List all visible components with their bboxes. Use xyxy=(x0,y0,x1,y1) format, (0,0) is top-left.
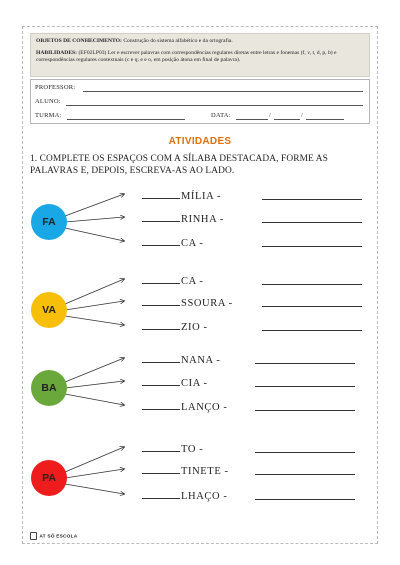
word-fragment: TO - xyxy=(181,444,204,455)
word-fragment: NANA - xyxy=(181,355,221,366)
answer-line[interactable] xyxy=(255,410,355,411)
word-row xyxy=(142,464,229,477)
answer-line[interactable] xyxy=(262,222,362,223)
syllable-circle-pa xyxy=(31,460,67,496)
word-row xyxy=(142,489,228,502)
arrow xyxy=(65,447,124,472)
date-separator: / xyxy=(269,112,272,119)
answer-line[interactable] xyxy=(262,284,362,285)
word-row xyxy=(142,236,204,249)
syllable-blank[interactable] xyxy=(142,400,180,410)
answer-line[interactable] xyxy=(255,363,355,364)
school-logo-icon xyxy=(30,532,37,540)
habilidades-text: (EF02LP03) Ler e escrever palavras com correspondências regulares diretas entre letras e fonemas (f, v, t, d, p, b) e correspondências regulares contextuais (c e q; e e o, em posição átona em final de palavra). xyxy=(36,49,337,63)
word-row xyxy=(142,189,221,202)
syllable-circle-fa xyxy=(31,204,67,240)
word-fragment: SSOURA - xyxy=(181,298,233,309)
footer-brand xyxy=(30,532,77,540)
word-fragment: RINHA - xyxy=(181,214,224,225)
syllable-label: VA xyxy=(42,304,56,316)
aluno-label: ALUNO: xyxy=(35,98,61,105)
arrow xyxy=(65,217,124,222)
objetos-text: Construção do sistema alfabético e da ortografia. xyxy=(123,38,233,44)
arrow xyxy=(65,484,124,494)
syllable-blank[interactable] xyxy=(142,296,180,306)
arrow xyxy=(65,381,124,388)
arrow xyxy=(65,279,124,304)
word-fragment: CA - xyxy=(181,276,204,287)
syllable-circle-ba xyxy=(31,370,67,406)
word-row xyxy=(142,442,203,455)
arrow xyxy=(65,301,124,310)
arrow xyxy=(65,228,124,241)
syllable-circle-va xyxy=(31,292,67,328)
instructions: 1. COMPLETE OS ESPAÇOS COM A SÍLABA DESTACADA, FORME AS PALAVRAS E, DEPOIS, ESCREVA-AS AO LADO. xyxy=(30,154,328,176)
syllable-blank[interactable] xyxy=(142,464,180,474)
syllable-blank[interactable] xyxy=(142,189,180,199)
answer-line[interactable] xyxy=(255,452,355,453)
date-separator: / xyxy=(301,112,304,119)
arrow xyxy=(65,358,124,382)
word-row xyxy=(142,212,224,225)
syllable-blank[interactable] xyxy=(142,212,180,222)
syllable-blank[interactable] xyxy=(142,376,180,386)
arrow xyxy=(65,469,124,478)
syllable-blank[interactable] xyxy=(142,442,180,452)
word-fragment: LANÇO - xyxy=(181,402,228,413)
word-fragment: CA - xyxy=(181,238,204,249)
syllable-label: PA xyxy=(42,472,56,484)
arrow xyxy=(65,394,124,405)
arrow xyxy=(65,194,124,216)
answer-line[interactable] xyxy=(255,474,355,475)
word-fragment: ZIO - xyxy=(181,322,208,333)
arrow xyxy=(65,316,124,325)
syllable-blank[interactable] xyxy=(142,489,180,499)
answer-line[interactable] xyxy=(262,199,362,200)
syllable-blank[interactable] xyxy=(142,320,180,330)
habilidades-label: HABILIDADES: xyxy=(36,49,78,56)
syllable-label: FA xyxy=(42,216,56,228)
word-row xyxy=(142,320,208,333)
footer-brand-text: AT SÓ ESCOLA xyxy=(39,534,78,540)
word-row xyxy=(142,376,208,389)
turma-label: TURMA: xyxy=(35,112,62,119)
word-row xyxy=(142,274,204,287)
word-fragment: CIA - xyxy=(181,378,208,389)
data-label: DATA: xyxy=(211,112,231,119)
answer-line[interactable] xyxy=(262,306,362,307)
syllable-blank[interactable] xyxy=(142,274,180,284)
activities-title: ATIVIDADES xyxy=(168,136,232,147)
professor-label: PROFESSOR: xyxy=(35,84,76,91)
word-fragment: LHAÇO - xyxy=(181,491,228,502)
syllable-blank[interactable] xyxy=(142,236,180,246)
syllable-label: BA xyxy=(41,382,57,394)
answer-line[interactable] xyxy=(255,499,355,500)
word-row xyxy=(142,353,220,366)
answer-line[interactable] xyxy=(255,386,355,387)
answer-line[interactable] xyxy=(262,330,362,331)
word-row xyxy=(142,400,228,413)
word-fragment: TINETE - xyxy=(181,466,229,477)
word-row xyxy=(142,296,233,309)
syllable-blank[interactable] xyxy=(142,353,180,363)
word-fragment: MÍLIA - xyxy=(181,191,222,202)
answer-line[interactable] xyxy=(262,246,362,247)
objetos-label: OBJETOS DE CONHECIMENTO: xyxy=(36,38,122,44)
